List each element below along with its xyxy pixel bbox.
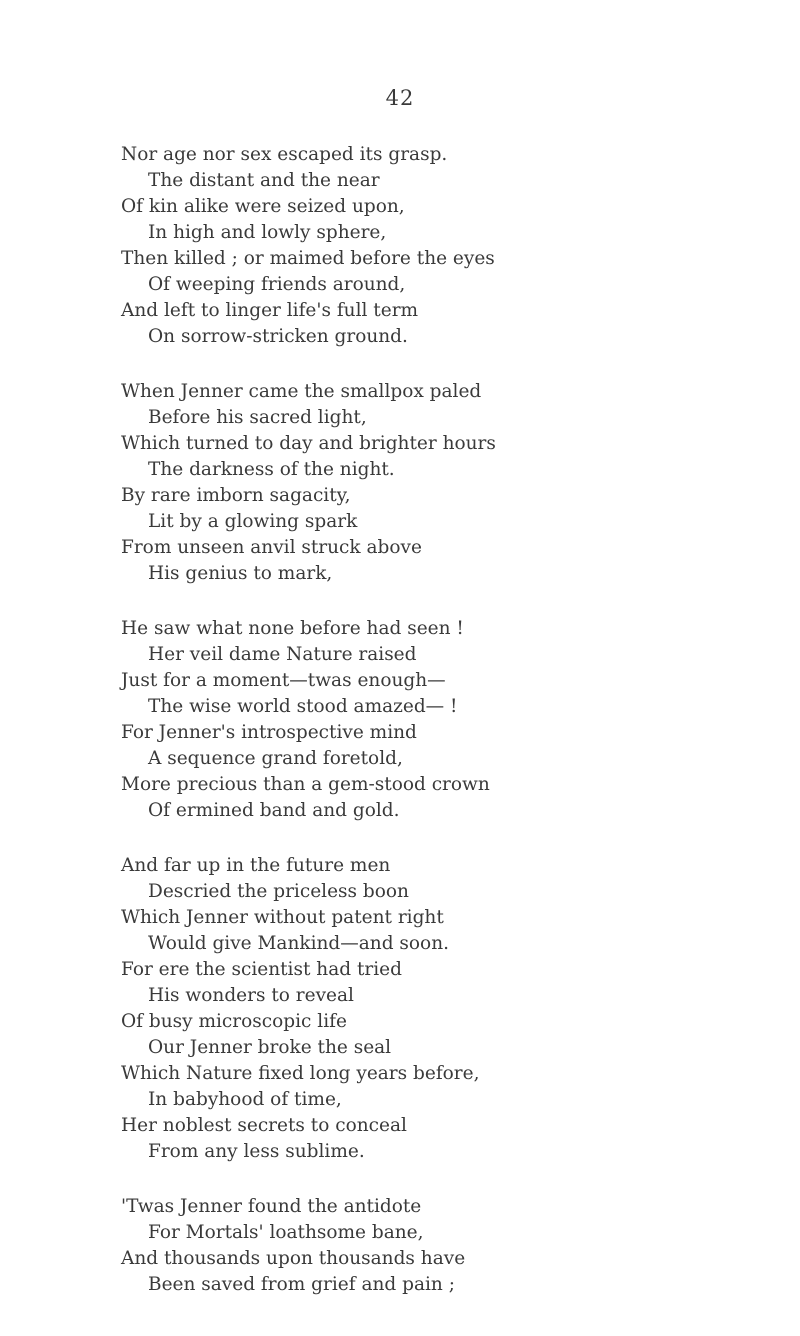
poem-line: The distant and the near: [148, 170, 380, 191]
poem-line: Of weeping friends around,: [148, 274, 406, 295]
poem-line: More precious than a gem-stood crown: [121, 774, 490, 795]
poem-line: Of busy microscopic life: [121, 1011, 347, 1032]
poem-line: Her noblest secrets to conceal: [121, 1115, 407, 1136]
poem-line: By rare imborn sagacity,: [121, 485, 351, 506]
poem-line: And left to linger life's full term: [121, 300, 419, 321]
page-number: 42: [385, 86, 415, 110]
poem-body: [0, 142, 800, 1327]
poem-line: And far up in the future men: [121, 855, 391, 876]
poem-line: From any less sublime.: [148, 1141, 365, 1162]
poem-line: When Jenner came the smallpox paled: [121, 381, 482, 402]
poem-line: His genius to mark,: [148, 563, 333, 584]
poem-line: In high and lowly sphere,: [148, 222, 387, 243]
poem-line: The wise world stood amazed— !: [148, 696, 458, 717]
poem-line: Of kin alike were seized upon,: [121, 196, 405, 217]
poem-line: From unseen anvil struck above: [121, 537, 422, 558]
poem-line: His wonders to reveal: [148, 985, 354, 1006]
poem-line: Before his sacred light,: [148, 407, 367, 428]
poem-line: Her veil dame Nature raised: [148, 644, 417, 665]
stanza: [0, 616, 800, 824]
poem-line: Our Jenner broke the seal: [148, 1037, 392, 1058]
poem-line: Then killed ; or maimed before the eyes: [121, 248, 495, 269]
stanza: [0, 142, 800, 350]
poem-line: 'Twas Jenner found the antidote: [121, 1196, 422, 1217]
stanza: [0, 1194, 800, 1298]
stanza: [0, 853, 800, 1165]
poem-line: For ere the scientist had tried: [121, 959, 402, 980]
poem-line: Which Nature fixed long years before,: [121, 1063, 480, 1084]
poem-line: Lit by a glowing spark: [148, 511, 358, 532]
poem-line: He saw what none before had seen !: [121, 618, 464, 639]
poem-line: And thousands upon thousands have: [121, 1248, 466, 1269]
poem-line: Of ermined band and gold.: [148, 800, 400, 821]
poem-line: Nor age nor sex escaped its grasp.: [121, 144, 448, 165]
poem-line: On sorrow-stricken ground.: [148, 326, 408, 347]
poem-line: A sequence grand foretold,: [148, 748, 403, 769]
poem-line: For Mortals' loathsome bane,: [148, 1222, 424, 1243]
poem-line: In babyhood of time,: [148, 1089, 342, 1110]
poem-line: Been saved from grief and pain ;: [148, 1274, 455, 1295]
poem-line: Which Jenner without patent right: [121, 907, 444, 928]
stanza: [0, 379, 800, 587]
poem-line: The darkness of the night.: [148, 459, 395, 480]
poem-line: Which turned to day and brighter hours: [121, 433, 496, 454]
poem-line: For Jenner's introspective mind: [121, 722, 417, 743]
poem-line: Would give Mankind—and soon.: [148, 933, 449, 954]
poem-line: Just for a moment—twas enough—: [121, 670, 446, 691]
poem-line: Descried the priceless boon: [148, 881, 409, 902]
